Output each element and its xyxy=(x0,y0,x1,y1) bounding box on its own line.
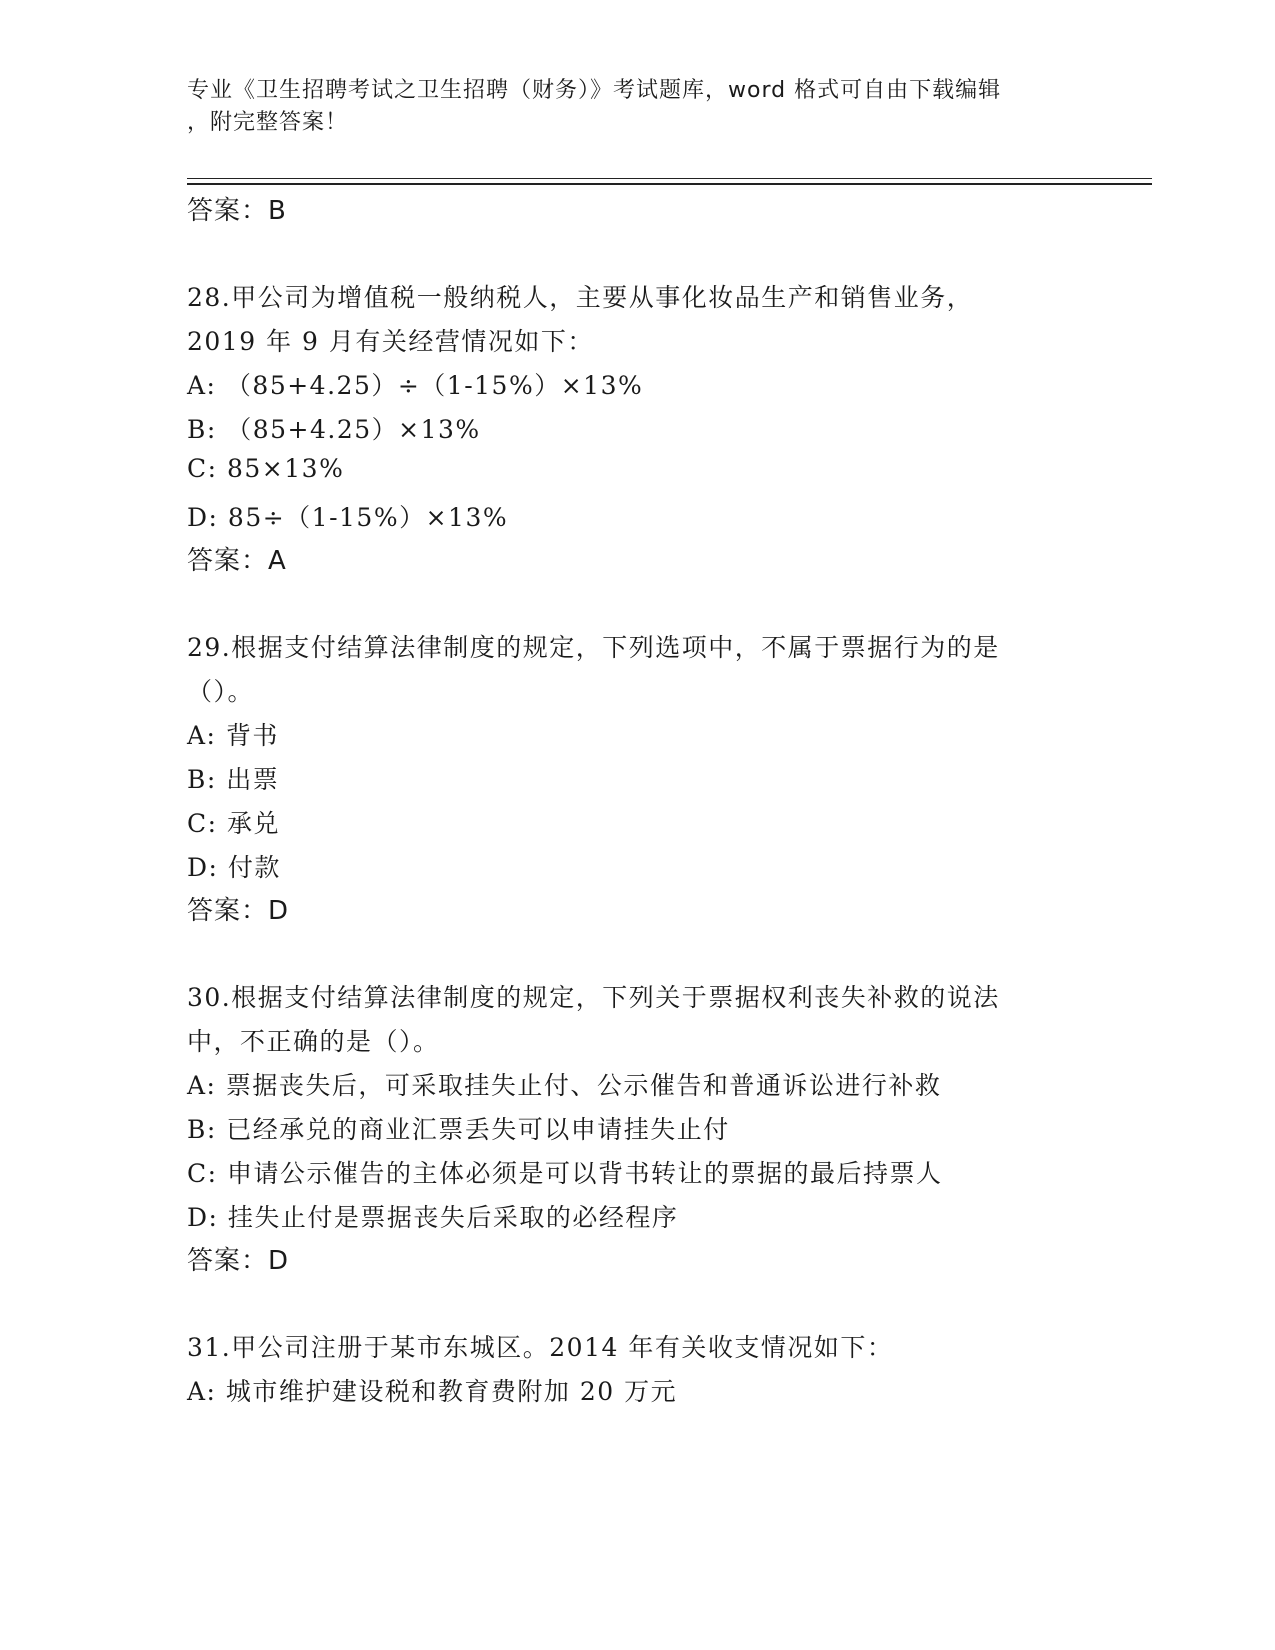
question-29-stem-line-2: （）。 xyxy=(187,677,255,706)
question-31-stem-line-1: 31.甲公司注册于某市东城区。2014 年有关收支情况如下： xyxy=(187,1333,894,1362)
question-28-stem-line-1: 28.甲公司为增值税一般纳税人，主要从事化妆品生产和销售业务， xyxy=(187,283,974,312)
question-28-answer: 答案：A xyxy=(187,546,287,576)
question-30-stem-line-1: 30.根据支付结算法律制度的规定，下列关于票据权利丧失补救的说法 xyxy=(187,983,1000,1012)
question-28-option-b: B: （85+4.25）×13% xyxy=(187,415,481,444)
header-line-2: ，附完整答案！ xyxy=(187,110,349,135)
question-28-stem-line-2: 2019 年 9 月有关经营情况如下： xyxy=(187,327,594,356)
question-28-option-d: D: 85÷（1-15%）×13% xyxy=(187,503,509,532)
question-30-option-b: B: 已经承兑的商业汇票丢失可以申请挂失止付 xyxy=(187,1115,730,1144)
document-header xyxy=(187,75,1067,139)
previous-answer: 答案：B xyxy=(187,196,287,226)
question-28-option-c: C: 85×13% xyxy=(187,454,345,483)
question-30-option-c: C: 申请公示催告的主体必须是可以背书转让的票据的最后持票人 xyxy=(187,1159,943,1188)
question-29-option-a: A: 背书 xyxy=(187,721,279,750)
question-30-option-d: D: 挂失止付是票据丧失后采取的必经程序 xyxy=(187,1203,679,1232)
header-divider-thin xyxy=(187,178,1152,179)
header-divider-thick xyxy=(187,183,1152,185)
header-line-1: 专业《卫生招聘考试之卫生招聘（财务）》考试题库，word 格式可自由下载编辑 xyxy=(187,78,1002,103)
question-30-answer: 答案：D xyxy=(187,1246,290,1276)
question-31-option-a: A: 城市维护建设税和教育费附加 20 万元 xyxy=(187,1377,678,1406)
question-29-stem-line-1: 29.根据支付结算法律制度的规定，下列选项中，不属于票据行为的是 xyxy=(187,633,1000,662)
question-29-option-c: C: 承兑 xyxy=(187,809,280,838)
question-30-stem-line-2: 中，不正确的是（）。 xyxy=(187,1027,440,1056)
question-29-answer: 答案：D xyxy=(187,896,290,926)
question-29-option-b: B: 出票 xyxy=(187,765,280,794)
question-29-option-d: D: 付款 xyxy=(187,853,281,882)
question-28-option-a: A: （85+4.25）÷（1-15%）×13% xyxy=(187,371,644,400)
question-30-option-a: A: 票据丧失后，可采取挂失止付、公示催告和普通诉讼进行补救 xyxy=(187,1071,942,1100)
